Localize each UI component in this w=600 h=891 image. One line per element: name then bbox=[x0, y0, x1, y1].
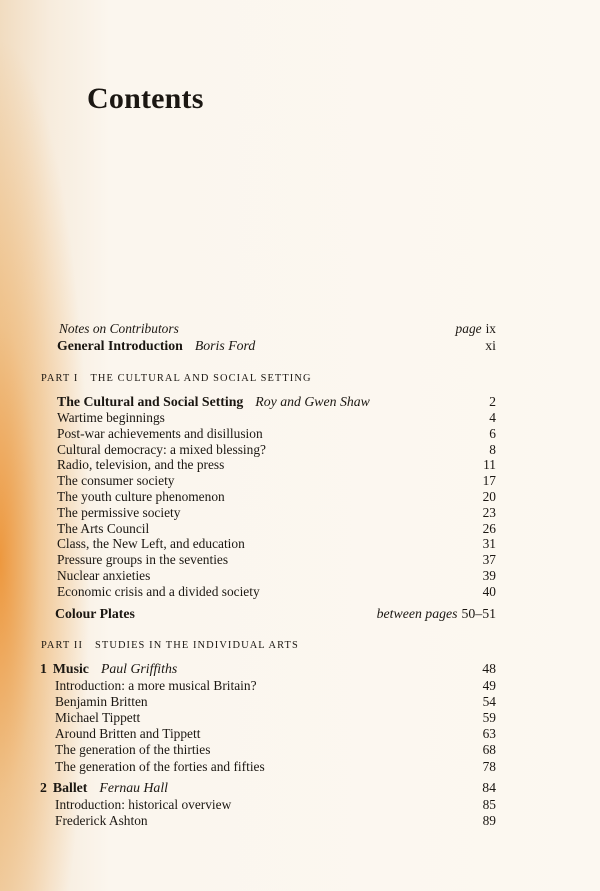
section-label: Around Britten and Tippett bbox=[55, 726, 201, 742]
chapter-title: Ballet bbox=[52, 780, 88, 795]
section-page: 4 bbox=[489, 410, 496, 425]
toc-entry-notes[interactable] bbox=[0, 320, 600, 337]
section-label: Cultural democracy: a mixed blessing? bbox=[57, 441, 266, 457]
section-page: 68 bbox=[482, 742, 496, 758]
section-label: Economic crisis and a divided society bbox=[57, 583, 260, 599]
entry-label: Colour Plates bbox=[55, 606, 135, 621]
section-label: Radio, television, and the press bbox=[57, 457, 225, 473]
section-page: 85 bbox=[482, 797, 496, 812]
section-page: 20 bbox=[482, 489, 496, 504]
toc-chapter-ballet[interactable]: 2 Ballet Fernau Hall 84 bbox=[40, 780, 496, 795]
toc-section-entry[interactable] bbox=[0, 725, 600, 742]
entry-author: Boris Ford bbox=[194, 338, 256, 353]
section-label: Introduction: a more musical Britain? bbox=[55, 678, 257, 693]
section-label: Frederick Ashton bbox=[55, 813, 148, 828]
section-page: 11 bbox=[483, 457, 496, 473]
section-page: 23 bbox=[482, 504, 496, 520]
section-label: The consumer society bbox=[57, 473, 175, 489]
section-page: 49 bbox=[482, 678, 496, 693]
chapter-author: Roy and Gwen Shaw bbox=[255, 394, 370, 409]
section-page: 31 bbox=[482, 536, 496, 552]
section-label: Benjamin Britten bbox=[55, 694, 148, 710]
toc-section-entry[interactable] bbox=[0, 520, 600, 537]
section-label: The permissive society bbox=[57, 504, 181, 520]
section-label: Wartime beginnings bbox=[57, 410, 165, 425]
section-page: 37 bbox=[482, 552, 496, 568]
section-label: Nuclear anxieties bbox=[57, 568, 151, 583]
toc-chapter-music[interactable]: 1 Music Paul Griffiths 48 bbox=[40, 661, 496, 676]
entry-page: xi bbox=[485, 338, 496, 353]
toc-section-entry[interactable] bbox=[0, 758, 600, 775]
toc-section-entry[interactable] bbox=[0, 796, 600, 813]
entry-page: 48 bbox=[482, 661, 496, 676]
section-page: 63 bbox=[482, 726, 496, 742]
section-page: 8 bbox=[489, 441, 496, 457]
chapter-author: Paul Griffiths bbox=[100, 661, 178, 676]
toc-section-entry[interactable] bbox=[0, 709, 600, 726]
toc-section-entry[interactable] bbox=[0, 472, 600, 489]
section-label: The generation of the forties and fifties bbox=[55, 758, 265, 774]
part-heading-2: PART II STUDIES IN THE INDIVIDUAL ARTS bbox=[41, 640, 299, 651]
toc-section-entry[interactable] bbox=[0, 504, 600, 521]
section-label: Michael Tippett bbox=[55, 710, 141, 726]
chapter-author: Fernau Hall bbox=[99, 780, 168, 795]
toc-section-entry[interactable] bbox=[0, 488, 600, 505]
section-label: Post-war achievements and disillusion bbox=[57, 425, 263, 441]
section-label: The generation of the thirties bbox=[55, 742, 211, 758]
toc-section-entry[interactable] bbox=[0, 677, 600, 694]
toc-section-entry[interactable] bbox=[0, 425, 600, 442]
toc-section-entry[interactable] bbox=[0, 741, 600, 758]
toc-section-entry[interactable] bbox=[0, 456, 600, 473]
toc-section-entry[interactable] bbox=[0, 812, 600, 829]
page-title: Contents bbox=[87, 82, 204, 115]
section-page: 17 bbox=[482, 473, 496, 489]
chapter-title: The Cultural and Social Setting bbox=[57, 394, 244, 409]
part-heading-1: PART I THE CULTURAL AND SOCIAL SETTING bbox=[41, 373, 312, 384]
section-page: 54 bbox=[482, 694, 496, 710]
toc-section-entry[interactable] bbox=[0, 567, 600, 584]
entry-page: page ix bbox=[455, 321, 496, 336]
toc-chapter-cultural-setting[interactable] bbox=[0, 393, 600, 410]
toc-entry-general-introduction[interactable] bbox=[0, 337, 600, 354]
toc-section-entry[interactable] bbox=[0, 409, 600, 426]
section-page: 59 bbox=[482, 710, 496, 726]
entry-label: General Introduction bbox=[57, 338, 183, 353]
toc-section-entry[interactable] bbox=[0, 535, 600, 552]
toc-section-entry[interactable] bbox=[0, 551, 600, 568]
toc-section-entry[interactable] bbox=[0, 583, 600, 600]
section-label: Class, the New Left, and education bbox=[57, 536, 245, 552]
section-label: The youth culture phenomenon bbox=[57, 489, 225, 504]
entry-page: between pages 50–51 bbox=[376, 606, 496, 621]
section-page: 78 bbox=[482, 758, 496, 774]
entry-page: 2 bbox=[489, 394, 496, 409]
chapter-title: Music bbox=[52, 661, 89, 676]
section-page: 26 bbox=[482, 520, 496, 536]
entry-page: 84 bbox=[482, 780, 496, 795]
section-label: Introduction: historical overview bbox=[55, 797, 232, 812]
entry-label: Notes on Contributors bbox=[59, 321, 179, 336]
section-label: Pressure groups in the seventies bbox=[57, 552, 229, 568]
toc-section-entry[interactable] bbox=[0, 441, 600, 458]
toc-section-entry[interactable] bbox=[0, 693, 600, 710]
toc-entry-colour-plates[interactable] bbox=[0, 605, 600, 622]
section-page: 39 bbox=[482, 568, 496, 583]
section-label: The Arts Council bbox=[57, 520, 150, 536]
section-page: 89 bbox=[482, 813, 496, 828]
section-page: 6 bbox=[489, 425, 496, 441]
section-page: 40 bbox=[482, 583, 496, 599]
